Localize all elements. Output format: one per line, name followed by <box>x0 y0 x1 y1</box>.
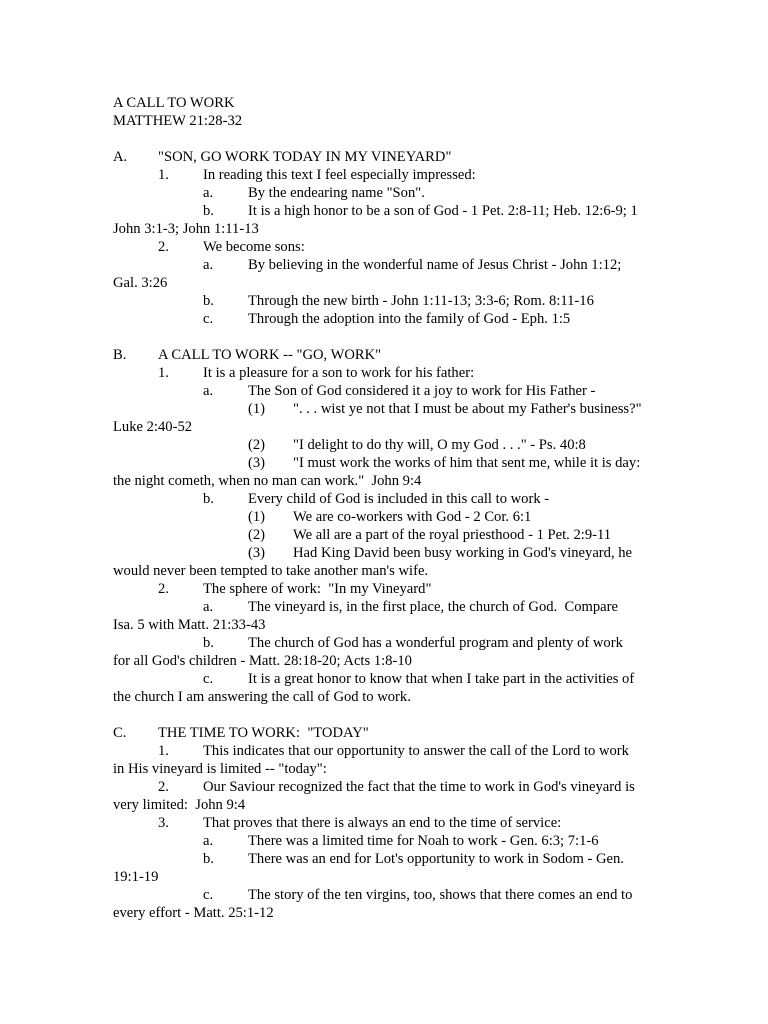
item-marker: a. <box>203 185 214 201</box>
item-text: Had King David been busy working in God's vineyard, he <box>293 545 633 561</box>
item-marker: c. <box>203 311 214 327</box>
item-text: The vineyard is, in the first place, the church of God. Compare <box>248 599 618 615</box>
document-title: A CALL TO WORK <box>113 95 235 111</box>
item-continuation: every effort - Matt. 25:1-12 <box>113 905 274 921</box>
section-heading: A CALL TO WORK -- "GO, WORK" <box>158 347 382 363</box>
item-text: It is a great honor to know that when I take part in the activities of <box>248 671 635 687</box>
item-text: The sphere of work: "In my Vineyard" <box>203 581 432 597</box>
item-text: We become sons: <box>203 239 305 255</box>
item-marker: 1. <box>158 167 169 183</box>
item-continuation: Gal. 3:26 <box>113 275 168 291</box>
item-marker: a. <box>203 833 214 849</box>
item-text: It is a pleasure for a son to work for his father: <box>203 365 475 381</box>
item-continuation: the night cometh, when no man can work." John 9:4 <box>113 473 422 489</box>
item-text: By the endearing name "Son". <box>248 185 425 201</box>
item-text: By believing in the wonderful name of Jesus Christ - John 1:12; <box>248 257 622 273</box>
item-text: The story of the ten virgins, too, shows that there comes an end to <box>248 887 633 903</box>
item-marker: a. <box>203 599 214 615</box>
item-text: There was a limited time for Noah to work - Gen. 6:3; 7:1-6 <box>248 833 599 849</box>
item-marker: 2. <box>158 779 169 795</box>
item-marker: c. <box>203 671 214 687</box>
item-text: Every child of God is included in this call to work - <box>248 491 550 507</box>
item-continuation: Luke 2:40-52 <box>113 419 193 435</box>
item-text: In reading this text I feel especially impressed: <box>203 167 476 183</box>
item-marker: (3) <box>248 455 266 471</box>
item-continuation: Isa. 5 with Matt. 21:33-43 <box>113 617 266 633</box>
item-text: We all are a part of the royal priesthood - 1 Pet. 2:9-11 <box>293 527 612 543</box>
item-continuation: 19:1-19 <box>113 869 159 885</box>
item-marker: (3) <box>248 545 266 561</box>
item-continuation: the church I am answering the call of God to work. <box>113 689 411 705</box>
item-continuation: John 3:1-3; John 1:11-13 <box>113 221 259 237</box>
item-marker: 2. <box>158 239 169 255</box>
item-text: "I must work the works of him that sent me, while it is day: <box>293 455 641 471</box>
item-marker: a. <box>203 257 214 273</box>
section-heading: THE TIME TO WORK: "TODAY" <box>158 725 369 741</box>
item-text: Our Saviour recognized the fact that the time to work in God's vineyard is <box>203 779 635 795</box>
item-marker: b. <box>203 851 214 867</box>
item-text: That proves that there is always an end to the time of service: <box>203 815 562 831</box>
item-text: There was an end for Lot's opportunity to work in Sodom - Gen. <box>248 851 624 867</box>
item-marker: 1. <box>158 743 169 759</box>
item-continuation: for all God's children - Matt. 28:18-20; Acts 1:8-10 <box>113 653 412 669</box>
section-letter: A. <box>113 149 128 165</box>
item-text: The Son of God considered it a joy to work for His Father - <box>248 383 596 399</box>
item-marker: (1) <box>248 509 266 525</box>
item-marker: b. <box>203 293 214 309</box>
item-text: Through the new birth - John 1:11-13; 3:3-6; Rom. 8:11-16 <box>248 293 594 309</box>
item-marker: (1) <box>248 401 266 417</box>
item-text: This indicates that our opportunity to answer the call of the Lord to work <box>203 743 629 759</box>
item-marker: (2) <box>248 437 266 453</box>
item-marker: b. <box>203 491 214 507</box>
item-marker: c. <box>203 887 214 903</box>
item-text: "I delight to do thy will, O my God . . ." - Ps. 40:8 <box>293 437 586 453</box>
item-text: Through the adoption into the family of God - Eph. 1:5 <box>248 311 571 327</box>
section-letter: B. <box>113 347 127 363</box>
item-marker: 1. <box>158 365 169 381</box>
item-marker: 2. <box>158 581 169 597</box>
item-text: We are co-workers with God - 2 Cor. 6:1 <box>293 509 532 525</box>
section-letter: C. <box>113 725 127 741</box>
item-marker: b. <box>203 635 214 651</box>
document-subtitle: MATTHEW 21:28-32 <box>113 113 243 129</box>
section-heading: "SON, GO WORK TODAY IN MY VINEYARD" <box>158 149 452 165</box>
item-text: ". . . wist ye not that I must be about my Father's business?" <box>293 401 642 417</box>
item-continuation: very limited: John 9:4 <box>113 797 246 813</box>
item-continuation: in His vineyard is limited -- "today": <box>113 761 327 777</box>
item-marker: a. <box>203 383 214 399</box>
item-text: The church of God has a wonderful program and plenty of work <box>248 635 623 651</box>
item-marker: b. <box>203 203 214 219</box>
item-marker: (2) <box>248 527 266 543</box>
item-marker: 3. <box>158 815 169 831</box>
item-text: It is a high honor to be a son of God - 1 Pet. 2:8-11; Heb. 12:6-9; 1 <box>248 203 638 219</box>
item-continuation: would never been tempted to take another man's wife. <box>113 563 429 579</box>
